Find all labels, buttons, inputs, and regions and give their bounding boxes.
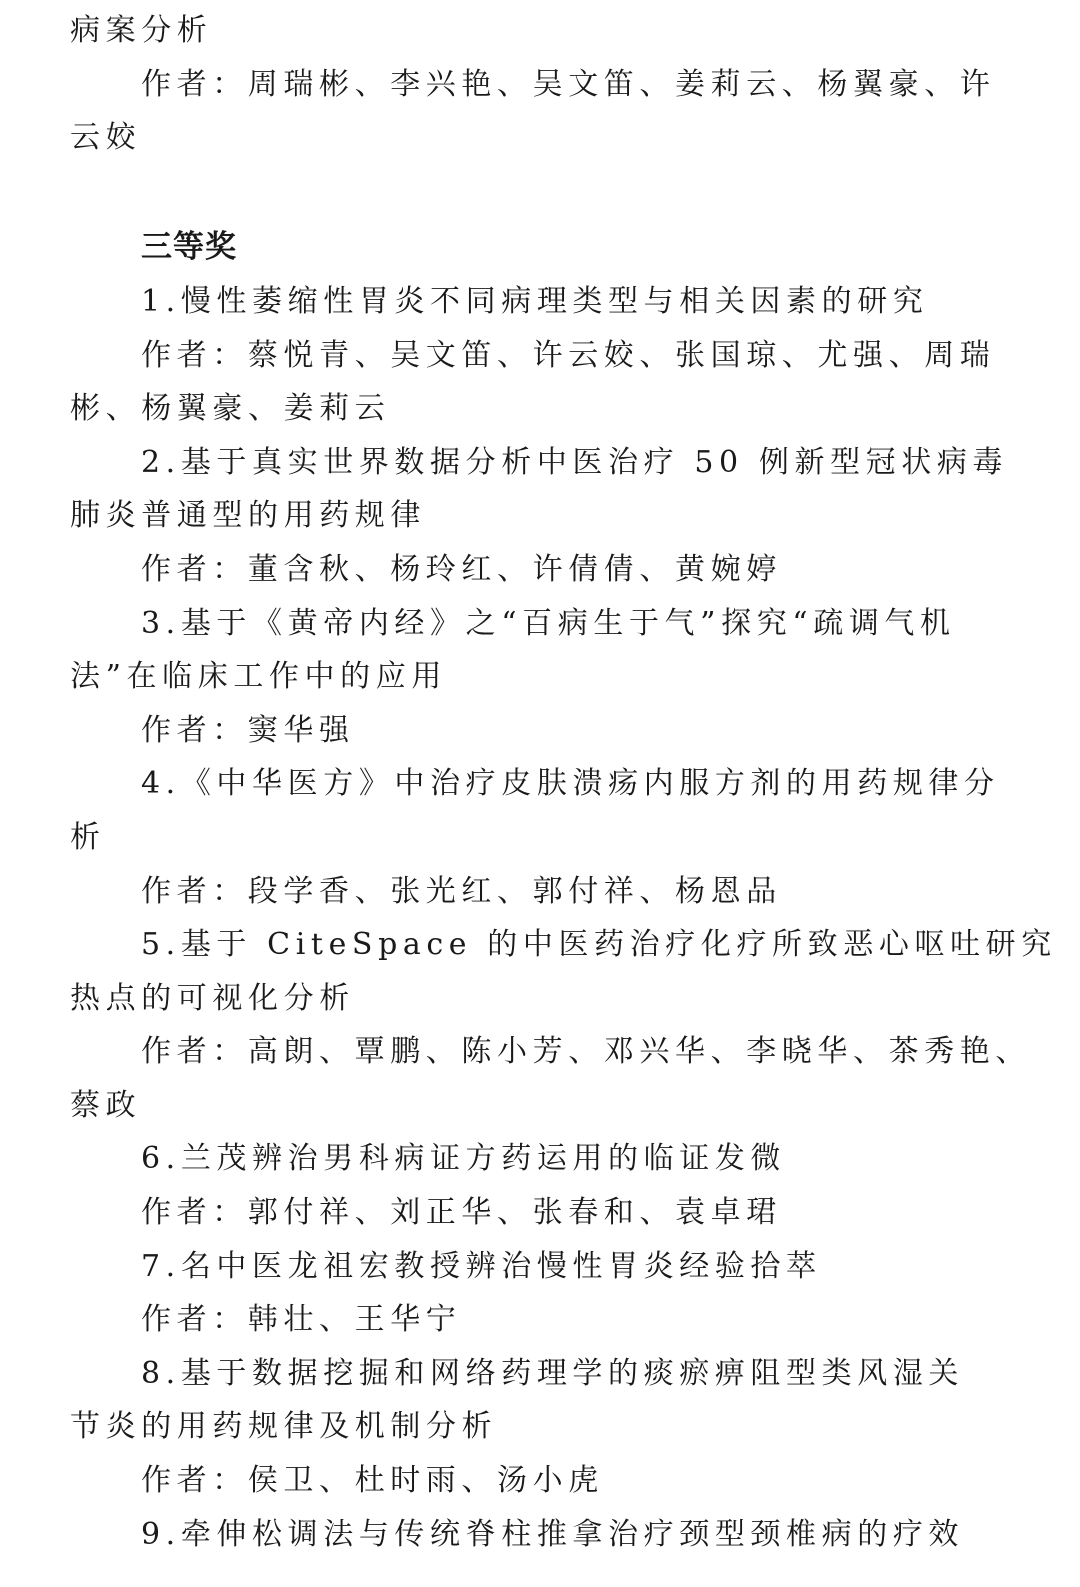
entry-title-continuation: 节炎的用药规律及机制分析 xyxy=(70,1409,498,1445)
award-entry-6 xyxy=(70,1132,1000,1239)
award-entry-8 xyxy=(70,1347,1000,1508)
entry-authors-continuation: 云姣 xyxy=(70,120,142,156)
entry-authors: 作者：段学香、张光红、郭付祥、杨恩品 xyxy=(141,873,782,909)
entry-title-continuation: 法”在临床工作中的应用 xyxy=(70,659,447,695)
entry-title: 9.牵伸松调法与传统脊柱推拿治疗颈型颈椎病的疗效 xyxy=(141,1516,965,1552)
entry-title: 4.《中华医方》中治疗皮肤溃疡内服方剂的用药规律分 xyxy=(141,766,1000,802)
award-entry-9 xyxy=(70,1508,1000,1562)
entry-title-continuation: 病案分析 xyxy=(70,13,213,48)
entry-title-continuation: 肺炎普通型的用药规律 xyxy=(70,498,426,534)
award-entry-3 xyxy=(70,597,1000,758)
entry-title: 2.基于真实世界数据分析中医治疗 50 例新型冠状病毒 xyxy=(141,444,1009,480)
entry-title: 3.基于《黄帝内经》之“百病生于气”探究“疏调气机 xyxy=(141,605,956,641)
entry-authors-continuation: 彬、杨翼豪、姜莉云 xyxy=(70,391,391,427)
entry-title-continuation: 析 xyxy=(70,819,106,855)
entry-authors: 作者：侯卫、杜时雨、汤小虎 xyxy=(141,1463,604,1499)
previous-entry xyxy=(70,4,1000,165)
award-entry-5 xyxy=(70,918,1057,1132)
entry-title: 6.兰茂辨治男科病证方药运用的临证发微 xyxy=(141,1141,787,1177)
entry-authors: 作者：郭付祥、刘正华、张春和、袁卓珺 xyxy=(141,1195,782,1231)
entry-title-continuation: 热点的可视化分析 xyxy=(70,980,355,1016)
entry-authors: 作者：周瑞彬、李兴艳、吴文笛、姜莉云、杨翼豪、许 xyxy=(141,66,996,102)
entry-title: 7.名中医龙祖宏教授辨治慢性胃炎经验拾萃 xyxy=(141,1248,822,1284)
award-entry-4 xyxy=(70,757,1000,918)
entry-authors: 作者：蔡悦青、吴文笛、许云姣、张国琼、尤强、周瑞 xyxy=(141,337,996,373)
entry-authors: 作者：窦华强 xyxy=(141,712,355,748)
entry-title: 8.基于数据挖掘和网络药理学的痰瘀痹阻型类风湿关 xyxy=(141,1355,965,1391)
award-entry-2 xyxy=(70,436,1009,597)
award-entry-7 xyxy=(70,1240,1000,1347)
entry-authors: 作者：高朗、覃鹏、陈小芳、邓兴华、李晓华、茶秀艳、 xyxy=(141,1034,1031,1070)
entry-authors-continuation: 蔡政 xyxy=(70,1087,142,1123)
entry-authors: 作者：董含秋、杨玲红、许倩倩、黄婉婷 xyxy=(141,551,782,587)
entry-title: 1.慢性萎缩性胃炎不同病理类型与相关因素的研究 xyxy=(141,283,929,319)
blank-line xyxy=(70,165,1000,219)
document-page xyxy=(70,0,1057,1561)
entry-title: 5.基于 CiteSpace 的中医药治疗化疗所致恶心呕吐研究 xyxy=(141,927,1057,963)
section-heading-third-prize: 三等奖 xyxy=(141,229,237,266)
award-entry-1 xyxy=(70,275,1000,436)
entry-authors: 作者：韩壮、王华宁 xyxy=(141,1302,462,1338)
